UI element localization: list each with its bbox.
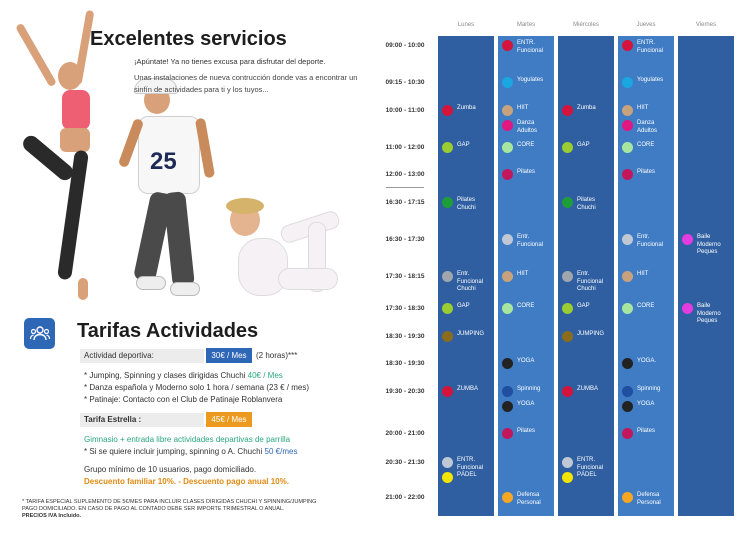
class-color-dot (442, 472, 453, 483)
class-label: PÁDEL (577, 472, 597, 478)
class-label: JUMPING (457, 331, 484, 337)
estrella-row (80, 413, 204, 427)
class-entry[interactable] (502, 401, 534, 412)
class-color-dot (562, 386, 573, 397)
class-color-dot (562, 303, 573, 314)
class-color-dot (622, 401, 633, 412)
class-entry[interactable] (622, 120, 657, 135)
time-slot: 20:30 - 21:30 (385, 459, 425, 466)
class-entry[interactable] (502, 77, 543, 88)
incluir-price: 50 €/mes (264, 447, 298, 456)
class-entry[interactable] (562, 197, 596, 212)
class-entry[interactable] (442, 331, 484, 342)
intro-line-2: Unas instalaciones de nueva contrucción donde vas a encontrar un sinfín de actividades para ti y los tuyos... (134, 73, 358, 94)
day-header: Lunes (457, 22, 475, 28)
class-entry[interactable] (562, 386, 598, 397)
class-label: Pilates (637, 428, 656, 434)
class-color-dot (622, 105, 633, 116)
class-entry[interactable] (622, 77, 663, 88)
class-entry[interactable] (442, 303, 470, 314)
class-label: Baile Moderno Peques (697, 234, 721, 255)
class-entry[interactable] (442, 142, 470, 153)
class-color-dot (622, 142, 633, 153)
class-label: Spinning (637, 386, 661, 392)
class-color-dot (502, 234, 513, 245)
class-color-dot (622, 40, 633, 51)
class-entry[interactable] (502, 492, 541, 507)
day-header: Martes (516, 22, 536, 28)
time-slot: 17:30 - 18:30 (385, 305, 425, 312)
class-entry[interactable] (502, 428, 535, 439)
time-separator (386, 187, 424, 188)
time-slot: 17:30 - 18:15 (385, 273, 425, 280)
grupo-text: Grupo mínimo de 10 usuarios, pago domiciliado. (84, 465, 257, 474)
incluir-text-main: * Si se quiere incluir jumping, spinning o A. Chuchi (84, 447, 265, 456)
class-color-dot (502, 105, 513, 116)
class-entry[interactable] (502, 120, 537, 135)
class-label: Entr. Funcional Chuchi (577, 271, 604, 292)
class-entry[interactable] (502, 142, 534, 153)
descuento-text: Descuento familiar 10%. - Descuento pago anual 10%. (84, 477, 289, 486)
class-label: Entr. Funcional Chuchi (457, 271, 484, 292)
class-entry[interactable] (502, 105, 528, 116)
class-label: Zumba (577, 105, 596, 111)
girl-figure (220, 198, 350, 308)
class-label: Danza Adultos (517, 120, 538, 134)
class-entry[interactable] (502, 234, 543, 249)
class-color-dot (502, 401, 513, 412)
class-label: ENTR. Funcional (457, 457, 484, 471)
incluir-text (84, 447, 297, 456)
class-entry[interactable] (622, 386, 660, 397)
class-label: HIIT (517, 105, 529, 111)
class-color-dot (622, 77, 633, 88)
footnote-3: PRECIOS IVA Incluido. (22, 513, 81, 519)
bullet-jumping-text: * Jumping, Spinning y clases dirigidas Chuchi (84, 371, 248, 380)
class-label: CORE (517, 142, 535, 148)
time-slot: 16:30 - 17:15 (385, 199, 425, 206)
class-color-dot (622, 358, 633, 369)
class-entry[interactable] (442, 271, 483, 294)
class-color-dot (622, 492, 633, 503)
time-slot: 20:00 - 21:00 (385, 430, 425, 437)
actividad-label: Actividad deportiva: (84, 351, 154, 360)
class-label: Entr. Funcional (637, 234, 664, 248)
bullet-jumping (84, 371, 283, 380)
class-color-dot (502, 303, 513, 314)
boy-figure: 25 (120, 78, 230, 308)
class-entry[interactable] (622, 358, 656, 369)
class-entry[interactable] (442, 386, 478, 397)
class-entry[interactable] (562, 472, 597, 483)
time-slot: 19:30 - 20:30 (385, 388, 425, 395)
class-color-dot (622, 271, 633, 282)
class-label: ZUMBA (577, 386, 598, 392)
class-label: ENTR. Funcional (517, 40, 544, 54)
actividad-row (80, 349, 204, 363)
class-entry[interactable] (622, 105, 648, 116)
class-label: YOGA (517, 358, 535, 364)
class-entry[interactable] (562, 457, 603, 472)
class-color-dot (502, 271, 513, 282)
class-color-dot (442, 142, 453, 153)
class-entry[interactable] (622, 492, 661, 507)
class-label: GAP (577, 142, 590, 148)
class-color-dot (562, 105, 573, 116)
class-entry[interactable] (622, 234, 663, 249)
woman-figure (10, 10, 120, 300)
class-color-dot (562, 331, 573, 342)
intro-line-1: ¡Apúntate! Ya no tienes excusa para disfrutar del deporte. (134, 57, 326, 66)
time-slot: 21:00 - 22:00 (385, 494, 425, 501)
class-label: Entr. Funcional (517, 234, 544, 248)
footnote-1: * TARIFA ESPECIAL SUPLEMENTO DE 5€/MES PARA INCLUIR CLASES DIRIGIDAS CHUCHI Y SPINNING/JUMPING (22, 499, 317, 505)
class-entry[interactable] (622, 169, 655, 180)
class-color-dot (562, 142, 573, 153)
class-color-dot (562, 457, 573, 468)
users-group-icon (24, 318, 55, 349)
class-color-dot (682, 234, 693, 245)
class-entry[interactable] (442, 197, 476, 212)
class-label: GAP (457, 303, 470, 309)
class-color-dot (502, 40, 513, 51)
bullet-danza: * Danza española y Moderno solo 1 hora / semana (23 € / mes) (84, 383, 310, 392)
time-slot: 09:00 - 10:00 (385, 42, 425, 49)
class-entry[interactable] (442, 105, 476, 116)
class-label: ENTR. Funcional (637, 40, 664, 54)
class-color-dot (502, 358, 513, 369)
class-entry[interactable] (502, 40, 543, 55)
actividad-price-badge: 30€ / Mes (206, 348, 252, 363)
class-color-dot (502, 120, 513, 131)
class-color-dot (622, 234, 633, 245)
class-label: Defensa Personal (517, 492, 541, 506)
time-slot: 16:30 - 17:30 (385, 236, 425, 243)
class-entry[interactable] (562, 142, 590, 153)
class-label: Defensa Personal (637, 492, 661, 506)
class-entry[interactable] (502, 358, 534, 369)
footnote-2: PAGO DOMICILIADO. EN CASO DE PAGO AL CONTADO DEBE SER IMPORTE TRIMESTRAL O ANUAL. (22, 506, 285, 512)
day-header: Viernes (695, 22, 717, 28)
class-color-dot (622, 428, 633, 439)
class-entry[interactable] (502, 169, 535, 180)
class-color-dot (562, 271, 573, 282)
class-color-dot (442, 105, 453, 116)
bullet-jumping-price: 40€ / Mes (247, 371, 283, 380)
class-entry[interactable] (622, 401, 654, 412)
schedule-grid (380, 0, 750, 535)
time-slot: 18:30 - 19:30 (385, 333, 425, 340)
class-entry[interactable] (502, 271, 528, 282)
class-label: CORE (637, 142, 655, 148)
class-label: HIIT (517, 271, 529, 277)
bullet-patinaje: * Patinaje: Contacto con el Club de Patinaje Roblanvera (84, 395, 283, 404)
class-color-dot (562, 197, 573, 208)
page-title: Excelentes servicios (90, 28, 287, 50)
time-slot: 12:00 - 13:00 (385, 171, 425, 178)
time-slot: 10:00 - 11:00 (385, 107, 425, 114)
class-entry[interactable] (502, 386, 540, 397)
class-label: JUMPING (577, 331, 604, 337)
class-label: Pilates Chuchi (457, 197, 476, 211)
class-label: Pilates Chuchi (577, 197, 596, 211)
class-entry[interactable] (562, 303, 590, 314)
actividad-hours: (2 horas)*** (256, 351, 298, 360)
class-label: Pilates (517, 169, 536, 175)
class-color-dot (442, 386, 453, 397)
class-label: CORE (637, 303, 655, 309)
class-label: Pilates (517, 428, 536, 434)
class-entry[interactable] (682, 303, 721, 326)
class-color-dot (442, 331, 453, 342)
class-label: ENTR. Funcional (577, 457, 604, 471)
class-label: GAP (577, 303, 590, 309)
class-color-dot (622, 169, 633, 180)
class-label: YOGA. (637, 358, 657, 364)
time-slot: 18:30 - 19:30 (385, 360, 425, 367)
class-entry[interactable] (442, 457, 483, 472)
class-label: HIIT (637, 271, 649, 277)
gimnasio-text: Gimnasio + entrada libre actividades departivas de parrilla (84, 435, 291, 444)
class-entry[interactable] (622, 40, 663, 55)
tarifas-title: Tarifas Actividades (77, 320, 259, 342)
class-label: YOGA (637, 401, 655, 407)
class-entry[interactable] (682, 234, 721, 257)
class-entry[interactable] (442, 472, 477, 483)
day-header: Miércoles (573, 22, 599, 28)
class-color-dot (682, 303, 693, 314)
class-entry[interactable] (562, 105, 596, 116)
class-label: PÁDEL (457, 472, 477, 478)
class-entry[interactable] (622, 428, 655, 439)
class-label: Pilates (637, 169, 656, 175)
day-header: Jueves (636, 22, 656, 28)
class-color-dot (442, 457, 453, 468)
class-label: GAP (457, 142, 470, 148)
class-color-dot (502, 142, 513, 153)
time-slot: 11:00 - 12:00 (385, 144, 425, 151)
class-label: Zumba (457, 105, 476, 111)
class-label: YOGA (517, 401, 535, 407)
class-entry[interactable] (562, 271, 603, 294)
class-label: Yogulates (517, 77, 544, 83)
class-entry[interactable] (502, 303, 534, 314)
class-label: Baile Moderno Peques (697, 303, 721, 324)
class-entry[interactable] (622, 142, 654, 153)
time-slot: 09:15 - 10:30 (385, 79, 425, 86)
class-label: ZUMBA (457, 386, 478, 392)
estrella-label: Tarifa Estrella : (84, 415, 142, 424)
class-color-dot (562, 472, 573, 483)
class-label: Yogulates (637, 77, 664, 83)
class-color-dot (622, 303, 633, 314)
class-color-dot (442, 303, 453, 314)
class-label: Danza Adultos (637, 120, 658, 134)
class-color-dot (502, 428, 513, 439)
class-label: Spinning (517, 386, 541, 392)
class-color-dot (442, 197, 453, 208)
class-color-dot (442, 271, 453, 282)
class-color-dot (502, 169, 513, 180)
class-entry[interactable] (622, 271, 648, 282)
class-label: CORE (517, 303, 535, 309)
class-color-dot (502, 492, 513, 503)
class-color-dot (502, 386, 513, 397)
estrella-price-badge: 45€ / Mes (206, 412, 252, 427)
class-label: HIIT (637, 105, 649, 111)
class-color-dot (622, 386, 633, 397)
day-column (678, 36, 734, 516)
class-color-dot (502, 77, 513, 88)
class-entry[interactable] (622, 303, 654, 314)
class-entry[interactable] (562, 331, 604, 342)
class-color-dot (622, 120, 633, 131)
